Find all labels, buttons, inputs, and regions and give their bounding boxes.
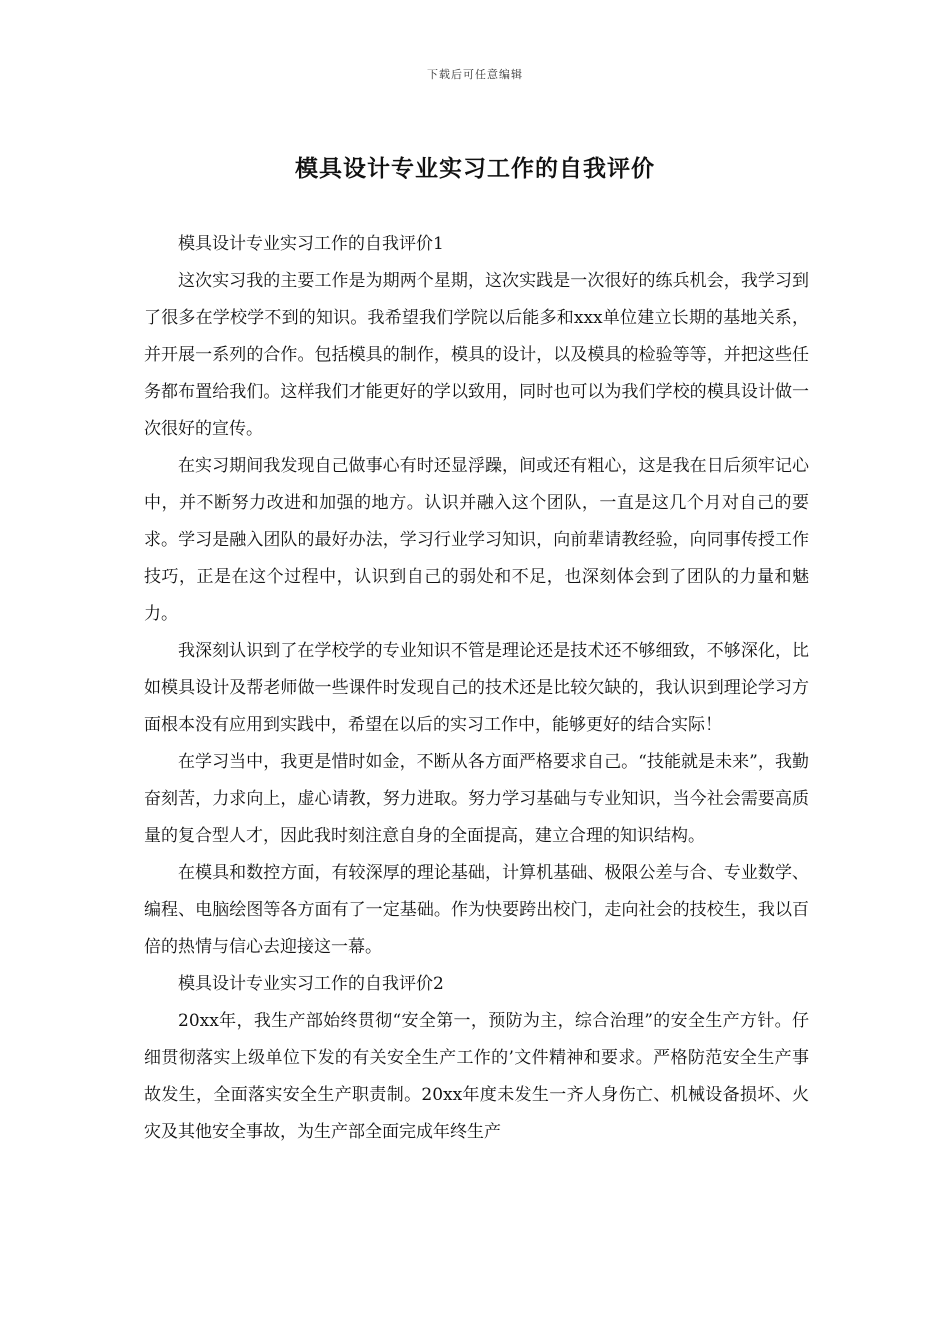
paragraph: 这次实习我的主要工作是为期两个星期，这次实践是一次很好的练兵机会，我学习到了很多在学校学不到的知识。我希望我们学院以后能多和xxx单位建立长期的基地关系，并开展一系列的合作。包括模具的制作，模具的设计，以及模具的检验等等，并把这些任务都布置给我们。这样我们才能更好的学以致用，同时也可以为我们学校的模具设计做一次很好的宣传。: [144, 271, 809, 439]
paragraph: 20xx年，我生产部始终贯彻“安全第一，预防为主，综合治理”的安全生产方针。仔细贯彻落实上级单位下发的有关安全生产工作的’文件精神和要求。严格防范安全生产事故发生，全面落实安全生产职责制。20xx年度未发生一齐人身伤亡、机械设备损坏、火灾及其他安全事故，为生产部全面完成年终生产: [144, 1011, 809, 1142]
document-body: [144, 226, 809, 1151]
paragraph: 我深刻认识到了在学校学的专业知识不管是理论还是技术还不够细致，不够深化，比如模具设计及帮老师做一些课件时发现自己的技术还是比较欠缺的，我认识到理论学习方面根本没有应用到实践中，希望在以后的实习工作中，能够更好的结合实际！: [144, 641, 809, 735]
document-title: 模具设计专业实习工作的自我评价: [295, 155, 655, 182]
paragraph: 在学习当中，我更是惜时如金，不断从各方面严格要求自己。“技能就是未来”，我勤奋刻苦，力求向上，虚心请教，努力进取。努力学习基础与专业知识，当今社会需要高质量的复合型人才，因此我时刻注意自身的全面提高，建立合理的知识结构。: [144, 752, 809, 846]
paragraph: 在实习期间我发现自己做事心有时还显浮躁，间或还有粗心，这是我在日后须牢记心中，并不断努力改进和加强的地方。认识并融入这个团队，一直是这几个月对自己的要求。学习是融入团队的最好办法，学习行业学习知识，向前辈请教经验，向同事传授工作技巧，正是在这个过程中，认识到自己的弱处和不足，也深刻体会到了团队的力量和魅力。: [144, 456, 809, 624]
header-note: 下载后可任意编辑: [427, 68, 523, 81]
paragraph: 在模具和数控方面，有较深厚的理论基础，计算机基础、极限公差与合、专业数学、编程、电脑绘图等各方面有了一定基础。作为快要跨出校门，走向社会的技校生，我以百倍的热情与信心去迎接这一幕。: [144, 863, 809, 957]
section-heading-1: 模具设计专业实习工作的自我评价1: [178, 234, 444, 254]
section-heading-2: 模具设计专业实习工作的自我评价2: [178, 974, 444, 994]
